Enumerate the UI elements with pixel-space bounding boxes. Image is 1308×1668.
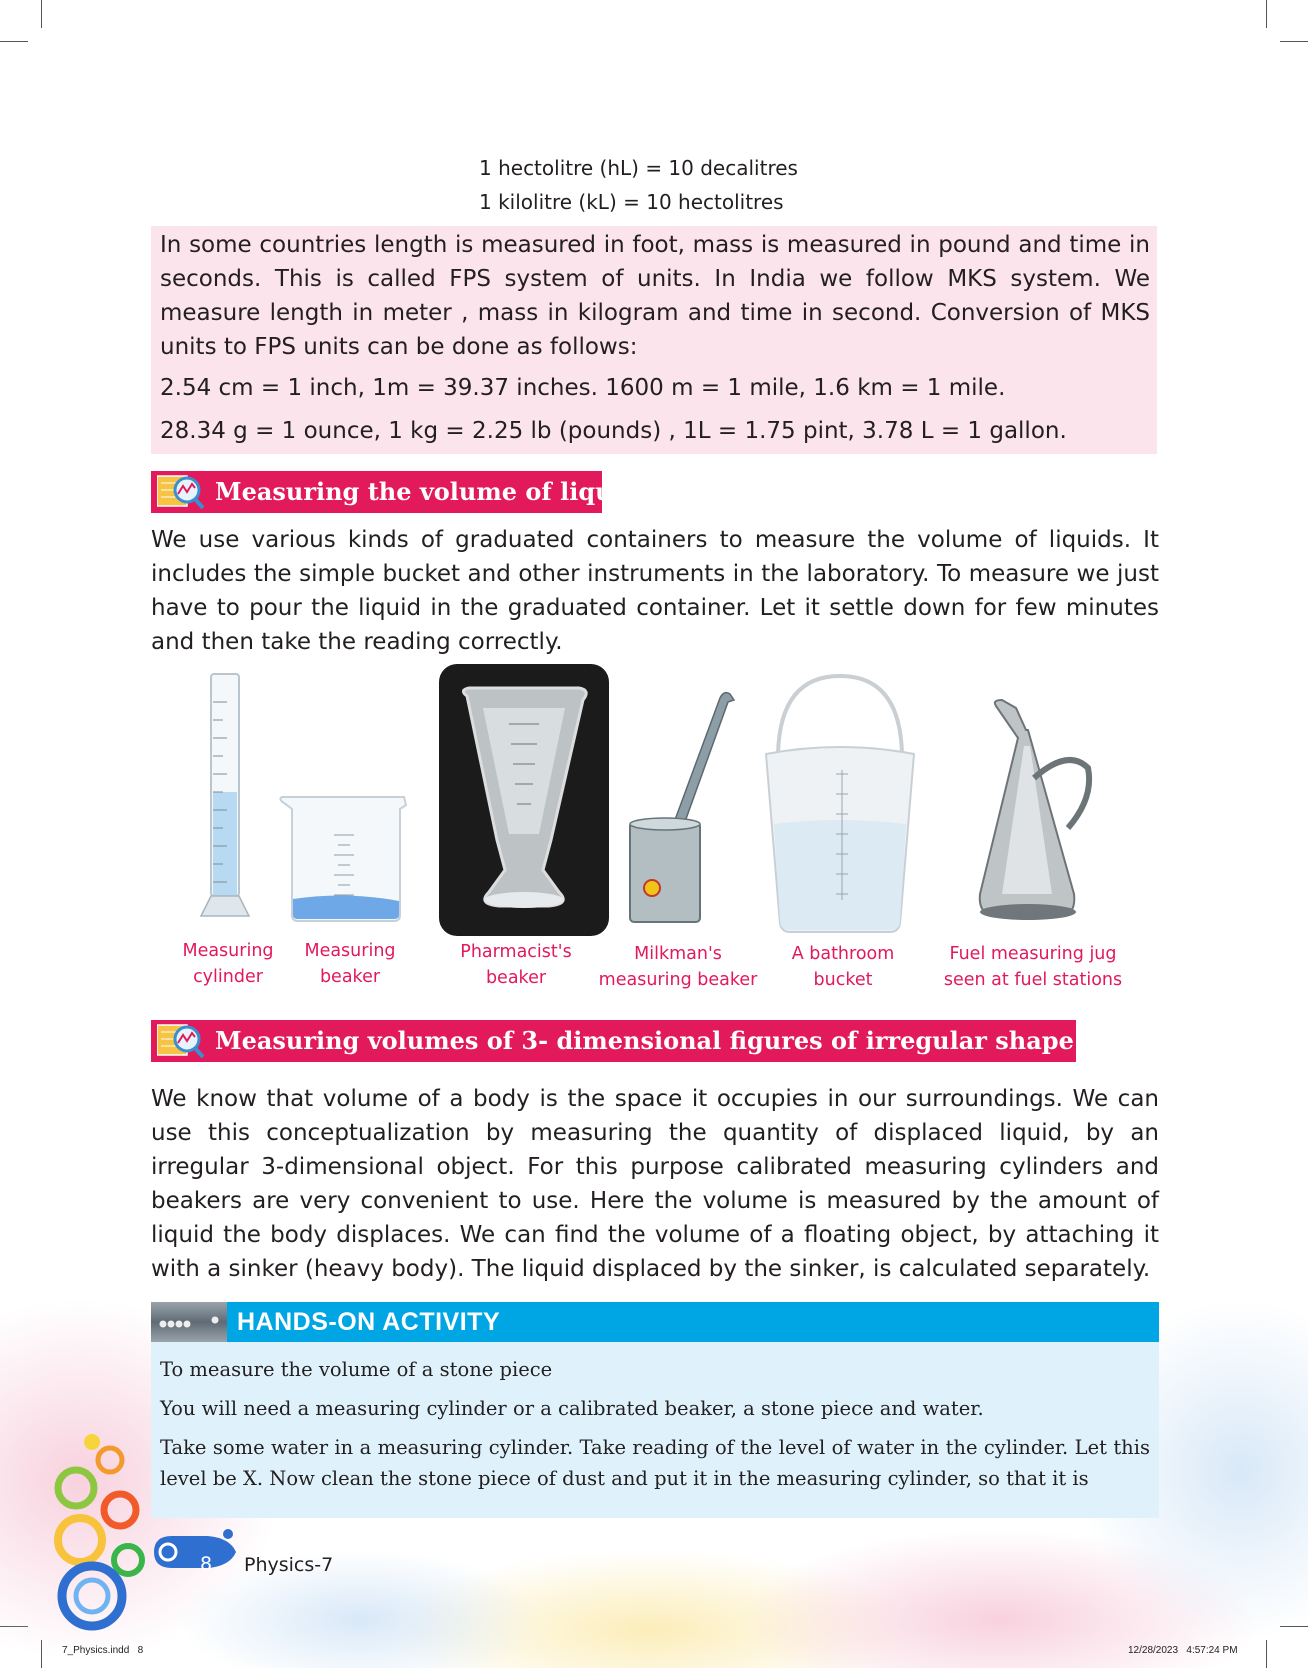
fps-info-box — [151, 226, 1157, 454]
section-heading — [151, 471, 652, 513]
section-body: We know that volume of a body is the space it occupies in our surroundings. We can use this conceptualization by measuring the quantity of displaced liquid, by an irregular 3-dimensional object. For this purpose calibrated measuring cylinders and beakers are very convenient to use. Here the volume is measured by the amount of liquid the body displaces. We can find the volume of a floating object, by attaching it with a sinker (heavy body). The liquid displaced by the sinker, is calculated separately. — [151, 1086, 1159, 1282]
activity-box — [151, 1342, 1159, 1518]
page-badge-icon — [150, 1526, 240, 1578]
milkman-beaker-image — [624, 688, 744, 928]
hands-on-header — [151, 1302, 1159, 1342]
fps-intro-text: In some countries length is measured in foot, mass is measured in pound and time in seconds. This is called FPS system of units. In India we follow MKS system. We measure length in meter , mass in kilogram and time in second. Conversion of MKS units to FPS units can be done as follows: — [160, 232, 1150, 360]
decorative-circles — [40, 1400, 180, 1640]
magnifier-chart-icon — [157, 1023, 205, 1059]
activity-text: You will need a measuring cylinder or a calibrated beaker, a stone piece and water. — [160, 1397, 984, 1420]
crop-mark — [1266, 0, 1267, 28]
magnifier-chart-icon — [157, 474, 205, 510]
crop-mark — [41, 0, 42, 28]
pharmacist-beaker-image — [439, 664, 609, 936]
fps-conversion-line: 2.54 cm = 1 inch, 1m = 39.37 inches. 1600 m = 1 mile, 1.6 km = 1 mile. — [160, 375, 1006, 401]
crop-mark — [0, 41, 28, 42]
activity-text: Take some water in a measuring cylinder. Take reading of the level of water in the cylinder. Let this level be X. Now clean the stone piece of dust and put it in the measuring cylinder, so that it is — [160, 1436, 1150, 1490]
figure-caption: Fuel measuring jug seen at fuel stations — [943, 944, 1123, 990]
section-heading-text: Measuring volumes of 3- dimensional figures of irregular shape and size — [215, 1026, 1192, 1055]
figure-caption: Pharmacist's beaker — [460, 942, 572, 988]
figure-caption: A bathroom bucket — [791, 944, 895, 990]
file-slug: 7_Physics.indd 8 — [62, 1645, 144, 1656]
fuel-jug-image — [968, 698, 1108, 926]
book-title: Physics-7 — [244, 1554, 334, 1576]
newtons-cradle-icon — [151, 1302, 227, 1342]
bathroom-bucket-image — [760, 674, 920, 936]
page-number: 8 — [200, 1553, 213, 1575]
section-body: We use various kinds of graduated containers to measure the volume of liquids. It includes the simple bucket and other instruments in the laboratory. To measure we just have to pour the liquid in the graduated container. Let it settle down for few minutes and then take the reading correctly. — [151, 527, 1159, 655]
measuring-beaker-image — [276, 795, 412, 925]
conversion-line: 1 hectolitre (hL) = 10 decalitres — [479, 156, 798, 180]
timestamp-slug: 12/28/2023 4:57:24 PM — [1128, 1645, 1238, 1656]
section-heading — [151, 1020, 1192, 1062]
crop-mark — [1280, 41, 1308, 42]
activity-text: To measure the volume of a stone piece — [160, 1358, 553, 1381]
figure-caption: Measuring beaker — [304, 941, 396, 987]
figure-caption: Measuring cylinder — [182, 941, 274, 987]
section-heading-text: Measuring the volume of liquids — [215, 477, 652, 506]
hands-on-title: HANDS-ON ACTIVITY — [237, 1308, 501, 1336]
figure-caption: Milkman's measuring beaker — [598, 944, 758, 990]
measuring-cylinder-image — [193, 672, 255, 924]
fps-conversion-line: 28.34 g = 1 ounce, 1 kg = 2.25 lb (pounds) , 1L = 1.75 pint, 3.78 L = 1 gallon. — [160, 418, 1067, 444]
conversion-line: 1 kilolitre (kL) = 10 hectolitres — [479, 190, 784, 214]
